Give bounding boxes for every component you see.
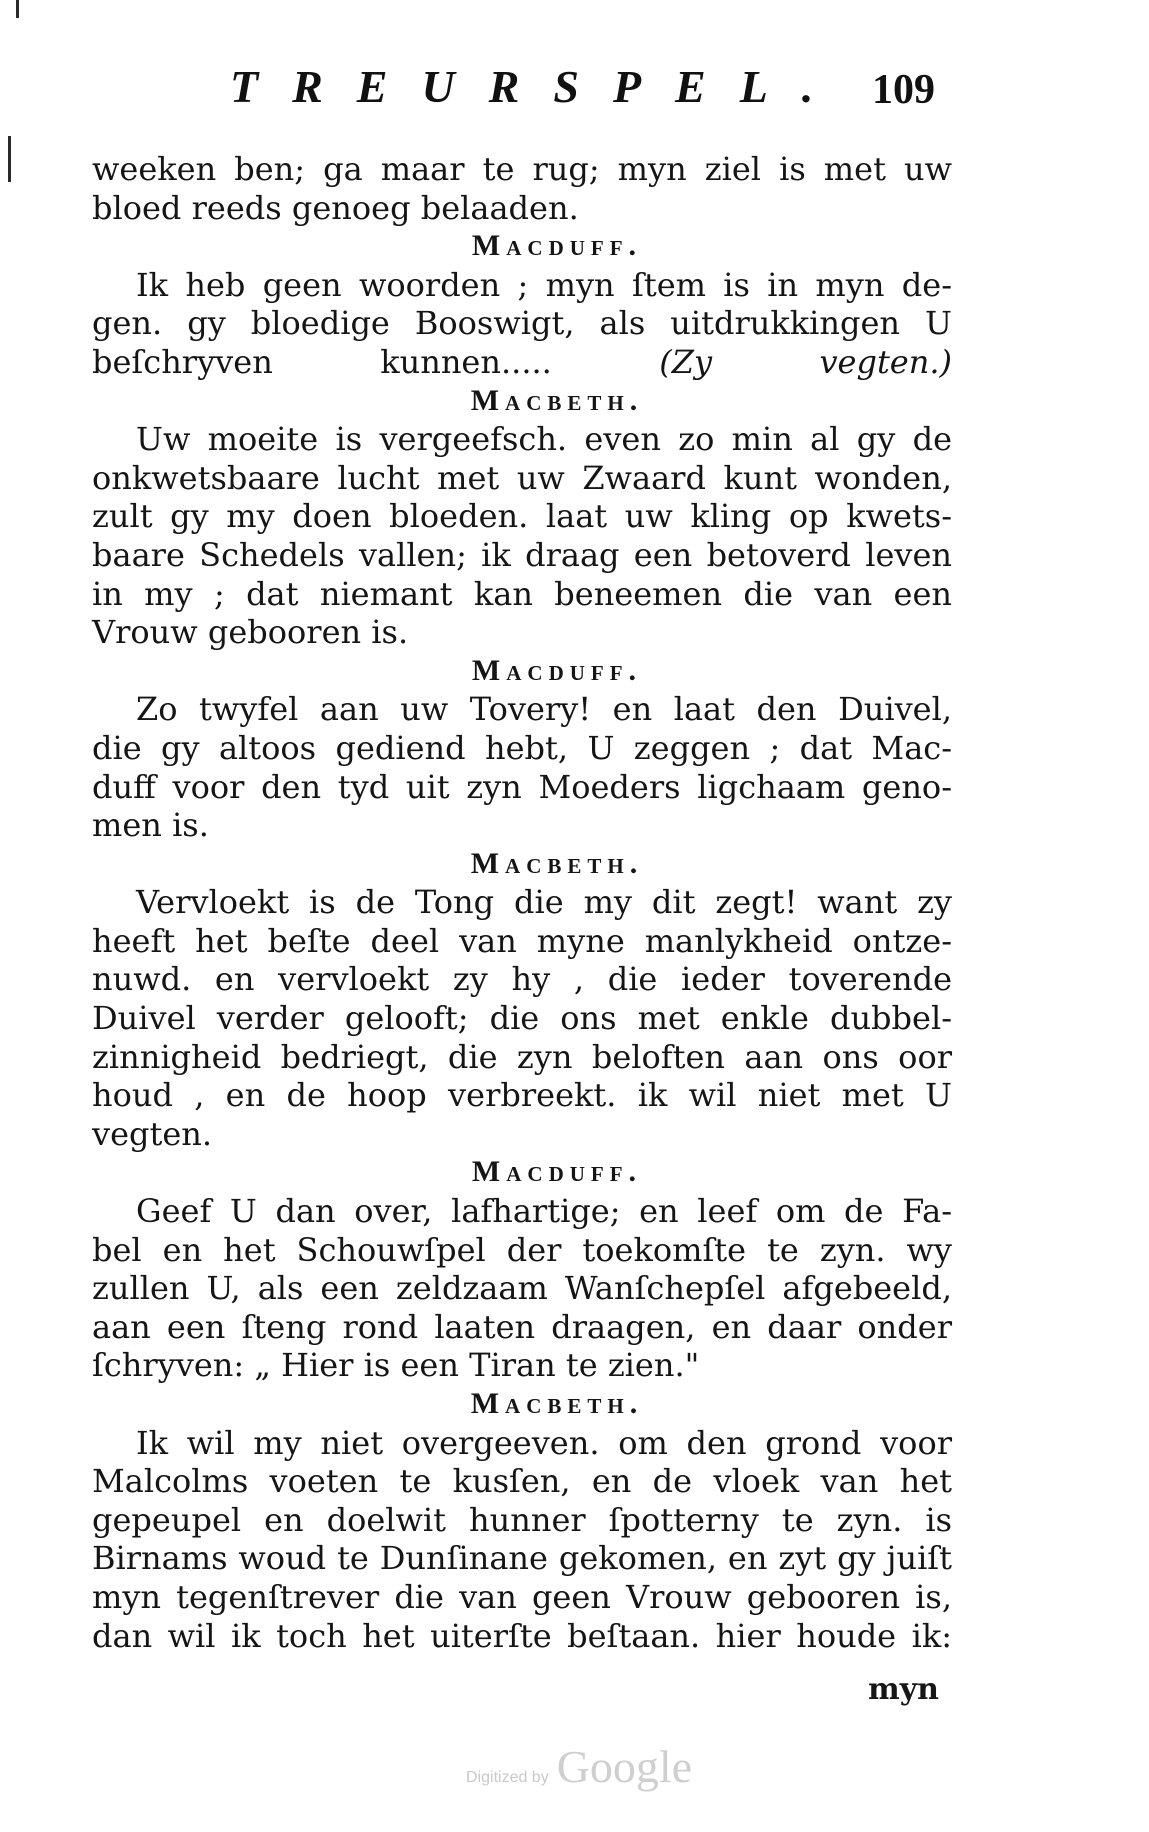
text-line: bloed reeds genoeg belaaden. [92,188,579,227]
text-line [92,343,952,382]
text-line: zinnigheid bedriegt, die zyn beloften aan ons oor [92,1037,952,1076]
text-line: gepeupel en doelwit hunner ſpotterny te zyn. is [92,1500,952,1539]
text-line: Vervloekt is de Tong die my dit zegt! want zy [136,883,952,922]
text-line: myn tegenſtrever die van geen Vrouw gebooren is, [92,1577,952,1616]
text-line: dan wil ik toch het uiterſte beſtaan. hier houde ik: [92,1616,952,1655]
page-number: 109 [872,67,935,113]
stage-direction: (Zy vegten.) [659,342,952,381]
text-line: Duivel verder gelooft; die ons met enkle dubbel- [92,999,952,1038]
text-line-words: beſchryven kunnen..... [92,342,552,381]
speaker-heading: Macbeth. [470,1387,644,1420]
text-line: zullen U, als een zeldzaam Wanſchepſel afgebeeld, [92,1269,952,1308]
speaker-heading: Macduff. [471,653,643,687]
text-line: zult gy my doen bloeden. laat uw kling op kwets- [92,497,952,536]
text-line: Ik wil my niet overgeeven. om den grond voor [136,1423,952,1462]
text-line: onkwetsbaare lucht met uw Zwaard kunt wonden, [92,458,952,497]
text-line: Ik heb geen woorden ; myn ſtem is in myn de- [136,265,952,304]
digitization-watermark [466,1740,692,1793]
text-line: Uw moeite is vergeefsch. even zo min al gy de [136,420,952,459]
page-edge-mark-top [16,0,19,18]
text-line: gen. gy bloedige Booswigt, als uitdrukkingen U [92,304,952,343]
text-line: nuwd. en vervloekt zy hy , die ieder toverende [92,960,952,999]
text-line: Zo twyfel aan uw Tovery! en laat den Duivel, [136,690,952,729]
text-line: Vrouw gebooren is. [92,613,409,652]
speaker-heading: Macduff. [471,1155,643,1189]
text-line: weeken ben; ga maar te rug; myn ziel is met uw [92,150,952,188]
text-line: Birnams woud te Dunſinane gekomen, en zyt gy juiſt [92,1539,952,1578]
text-line: duff voor den tyd uit zyn Moeders ligchaam geno- [92,767,952,806]
text-line: die gy altoos gediend hebt, U zeggen ; dat Mac- [92,728,952,767]
speaker-heading: Macbeth. [470,383,644,417]
text-line: bel en het Schouwſpel der toekomſte te zyn. wy [92,1230,952,1269]
text-line: heeft het beſte deel van myne manlykheid ontze- [92,921,952,960]
text-line: men is. [92,806,209,845]
speaker-heading: Macbeth. [470,846,644,880]
running-title: TREURSPEL. [230,61,848,112]
text-line: in my ; dat niemant kan beneemen die van een [92,574,952,613]
text-line: vegten. [92,1114,213,1153]
text-line: Malcolms voeten te kusſen, en de vloek van het [92,1462,952,1501]
text-line: ſchryven: „ Hier is een Tiran te zien." [92,1346,700,1385]
watermark-logo: Google [556,1741,693,1792]
text-line: houd , en de hoop verbreekt. ik wil niet met U [92,1076,952,1115]
watermark-prefix: Digitized by [466,1769,549,1786]
text-line: aan een ſteng rond laaten draagen, en daar onder [92,1307,952,1346]
speaker-heading: Macduff. [471,229,643,263]
catchword: myn [868,1672,939,1707]
text-line: Geef U dan over, lafhartige; en leef om de Fa- [136,1192,952,1231]
play-text [92,150,952,1655]
text-line: baare Schedels vallen; ik draag een betoverd leven [92,535,952,574]
page-edge-mark-left [8,136,11,182]
